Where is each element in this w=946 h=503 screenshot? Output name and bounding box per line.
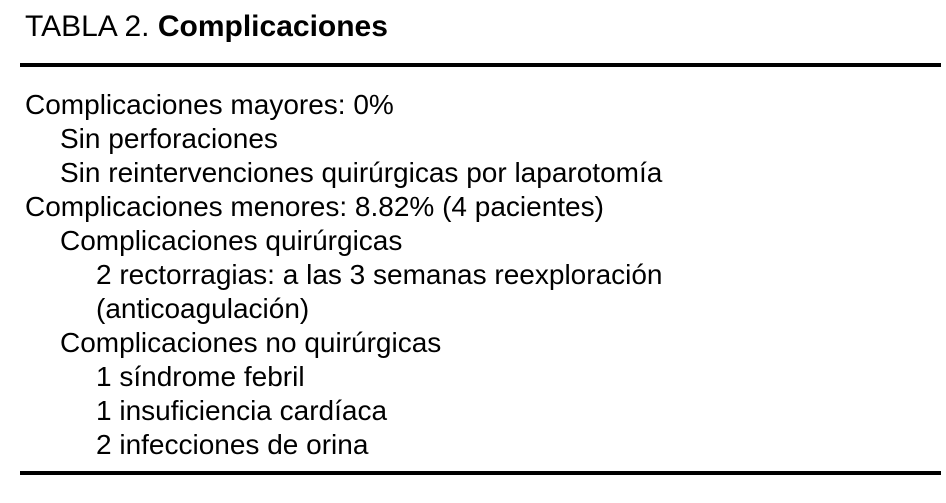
table-caption (20, 11, 941, 42)
table-row: Complicaciones no quirúrgicas (60, 327, 442, 358)
table-row: 1 síndrome febril (96, 361, 305, 392)
table-row: Sin reintervenciones quirúrgicas por laparotomía (60, 157, 663, 188)
table-row: Complicaciones mayores: 0% (25, 89, 394, 120)
table-row: Complicaciones quirúrgicas (60, 225, 403, 256)
bottom-rule (20, 471, 941, 475)
table-row: 1 insuficiencia cardíaca (96, 395, 388, 426)
table-label: TABLA 2. (25, 10, 150, 43)
table-row: (anticoagulación) (96, 293, 310, 324)
table-title: Complicaciones (157, 10, 388, 43)
table-row: 2 rectorragias: a las 3 semanas reexploración (96, 259, 663, 290)
top-rule (20, 63, 941, 67)
table-row: Sin perforaciones (60, 123, 278, 154)
complications-table (20, 11, 941, 475)
table-body (20, 88, 941, 462)
table-row: Complicaciones menores: 8.82% (4 pacientes) (25, 191, 604, 222)
table-row: 2 infecciones de orina (96, 429, 369, 460)
